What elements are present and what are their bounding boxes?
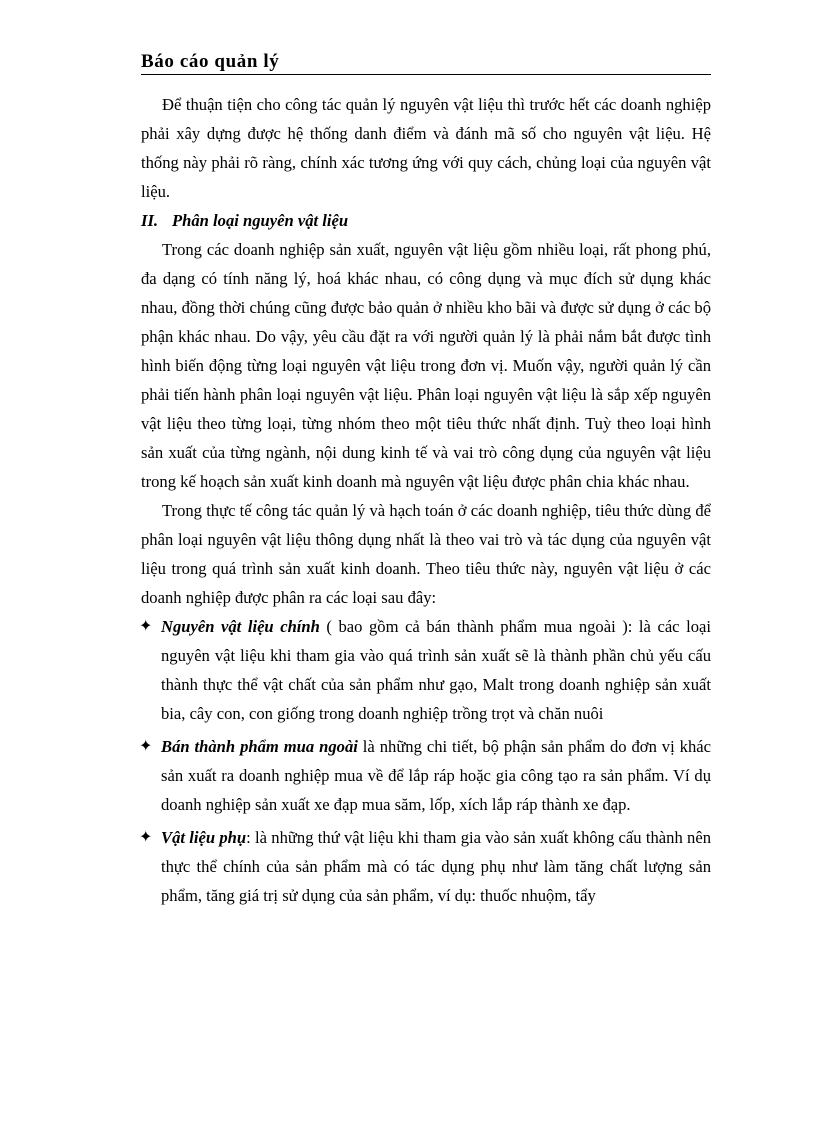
bullet-term: Vật liệu phụ xyxy=(161,828,247,847)
bullet-text: là những chi tiết, bộ phận sản phẩm do đơn vị khác sản xuất ra doanh nghiệp mua về để lắp ráp hoặc gia công tạo ra sản phẩm. Ví dụ doanh nghiệp sản xuất xe đạp mua săm, lốp, xích lắp ráp thành xe đạp. xyxy=(161,737,711,814)
section-heading xyxy=(141,206,711,235)
paragraph-1: Để thuận tiện cho công tác quản lý nguyên vật liệu thì trước hết các doanh nghiệp phải xây dựng được hệ thống danh điểm và đánh mã số cho nguyên vật liệu. Hệ thống này phải rõ ràng, chính xác tương ứng với quy cách, chủng loại của nguyên vật liệu. xyxy=(141,95,711,201)
list-item-2 xyxy=(141,732,711,819)
star-bullet-icon: ✦ xyxy=(139,829,153,846)
list-item-3 xyxy=(141,823,711,910)
star-bullet-icon: ✦ xyxy=(139,738,153,755)
list-item-1 xyxy=(141,612,711,728)
star-bullet-icon: ✦ xyxy=(139,618,153,635)
bullet-text: ( bao gồm cả bán thành phẩm mua ngoài ): là các loại nguyên vật liệu khi tham gia vào quá trình sản xuất sẽ là thành phần chủ yếu cấu thành thực thể vật chất của sản phẩm như gạo, Malt trong doanh nghiệp sản xuất bia, cây con, con giống trong doanh nghiệp trồng trọt và chăn nuôi xyxy=(161,617,711,723)
paragraph-3: Trong thực tế công tác quản lý và hạch toán ở các doanh nghiệp, tiêu thức dùng để phân loại nguyên vật liệu thông dụng nhất là theo vai trò và tác dụng của nguyên vật liệu trong quá trình sản xuất kinh doanh. Theo tiêu thức này, nguyên vật liệu ở các doanh nghiệp được phân ra các loại sau đây: xyxy=(141,501,711,607)
bullet-term: Bán thành phẩm mua ngoài xyxy=(161,737,358,756)
paragraph-2: Trong các doanh nghiệp sản xuất, nguyên vật liệu gồm nhiều loại, rất phong phú, đa dạng có tính năng lý, hoá khác nhau, có công dụng và mục đích sử dụng khác nhau, đồng thời chúng cũng được bảo quản ở nhiều kho bãi và được sử dụng ở các bộ phận khác nhau. Do vậy, yêu cầu đặt ra với người quản lý là phải nắm bắt được tình hình biến động từng loại nguyên vật liệu trong đơn vị. Muốn vậy, người quản lý cần phải tiến hành phân loại nguyên vật liệu. Phân loại nguyên vật liệu là sắp xếp nguyên vật liệu theo từng loại, từng nhóm theo một tiêu thức nhất định. Tuỳ theo loại hình sản xuất của từng ngành, nội dung kinh tế và vai trò công dụng của nguyên vật liệu trong kế hoạch sản xuất kinh doanh mà nguyên vật liệu được phân chia khác nhau. xyxy=(141,240,711,491)
page-header xyxy=(141,50,711,75)
section-number: II. xyxy=(141,211,159,230)
bullet-term: Nguyên vật liệu chính xyxy=(161,617,320,636)
header-title: Báo cáo quản lý xyxy=(141,51,280,72)
document-body xyxy=(141,90,711,910)
section-title: Phân loại nguyên vật liệu xyxy=(172,211,349,230)
bullet-text: : là những thứ vật liệu khi tham gia vào sản xuất không cấu thành nên thực thể chính của sản phẩm mà có tác dụng phụ như làm tăng chất lượng sản phẩm, tăng giá trị sử dụng của sản phẩm, ví dụ: thuốc nhuộm, tẩy xyxy=(161,828,711,905)
